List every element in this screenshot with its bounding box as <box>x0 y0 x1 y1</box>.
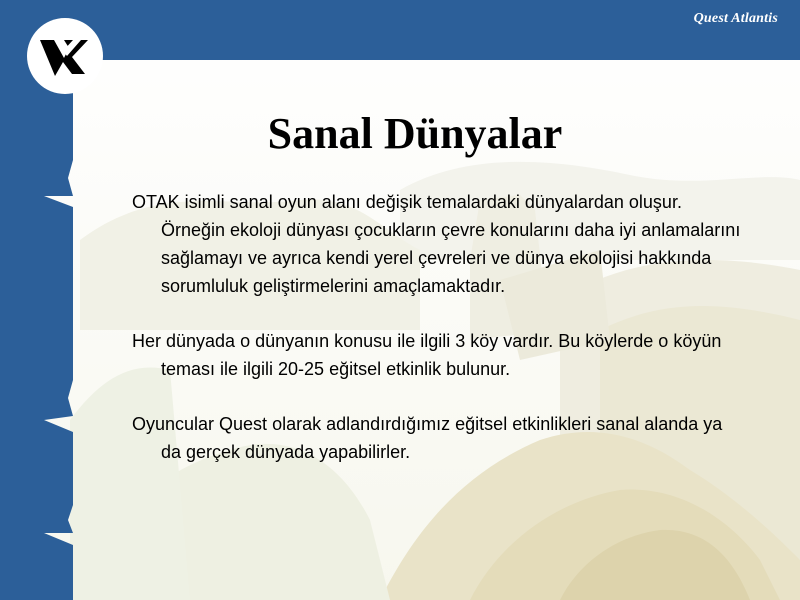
logo <box>27 18 103 94</box>
slide-title: Sanal Dünyalar <box>267 109 563 158</box>
brand-label: Quest Atlantis <box>693 11 778 26</box>
bullet-paragraph: Her dünyada o dünyanın konusu ile ilgili 3 köy vardır. Bu köylerde o köyün teması ile ilgili 20-25 eğitsel etkinlik bulunur. <box>132 331 722 379</box>
bullet-paragraph: Oyuncular Quest olarak adlandırdığımız eğitsel etkinlikleri sanal alanda ya da gerçek dünyada yapabilirler. <box>132 414 723 462</box>
quest-atlantis-logo-icon <box>27 18 103 94</box>
bullet-paragraph: OTAK isimli sanal oyun alanı değişik temalardaki dünyalardan oluşur. Örneğin ekoloji dünyası çocukların çevre konularını daha iyi anlamalarını sağlamayı ve ayrıca kendi yerel çevreleri ve dünya ekolojisi hakkında sorumluluk geliştirmelerini amaçlamaktadır. <box>132 192 741 296</box>
slide-body <box>132 188 742 493</box>
header-band <box>0 0 800 60</box>
